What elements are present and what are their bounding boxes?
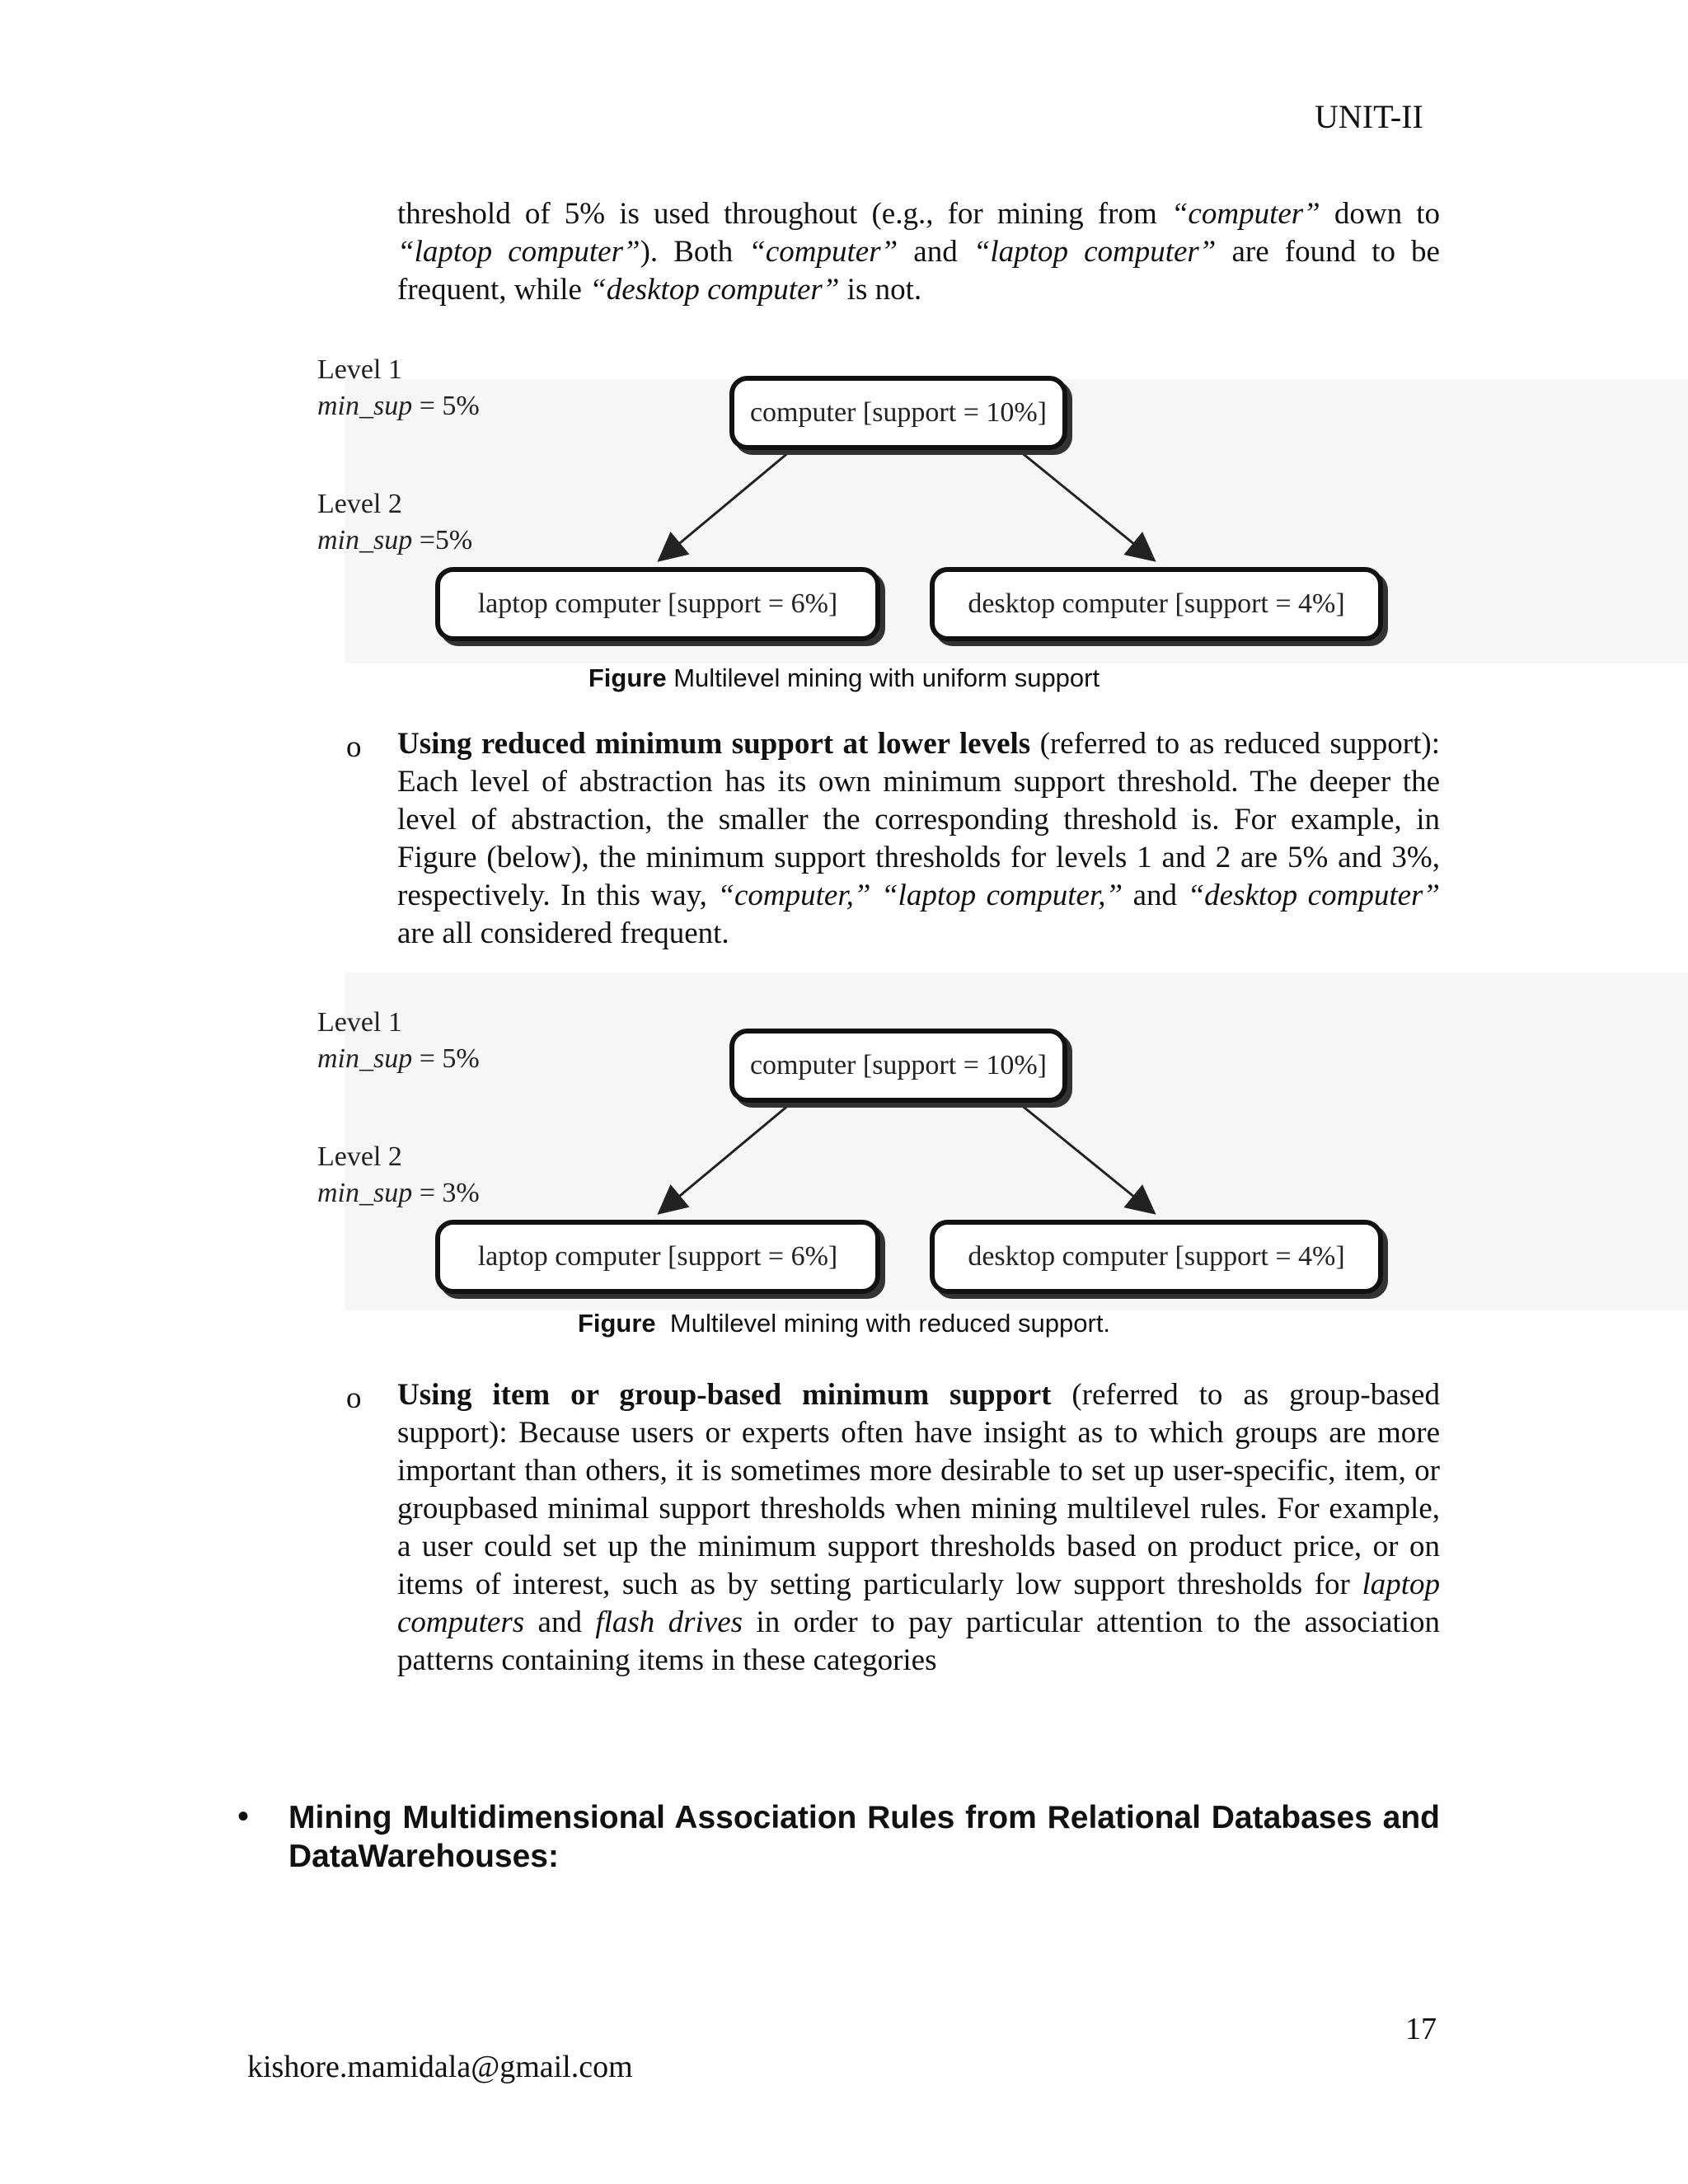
- text-segment: ). Both: [640, 235, 749, 269]
- figure2-caption-text: Multilevel mining with reduced support.: [655, 1309, 1111, 1338]
- figure1-level2-label: Level 2: [317, 489, 402, 519]
- section-heading-bullet: •: [237, 1798, 250, 1835]
- bullet-reduced-text: [397, 725, 1440, 953]
- text-segment: “computer,” “laptop computer,”: [717, 879, 1123, 912]
- figure2-level1-minsup-name: min_sup: [317, 1043, 413, 1074]
- text-segment: “laptop computer”: [397, 235, 640, 269]
- figure1-level1-minsup-value: = 5%: [412, 391, 480, 421]
- figure1-caption-text: Multilevel mining with uniform support: [666, 663, 1100, 692]
- figure1-diagram: [305, 354, 1393, 651]
- bullet-reduced-marker: o: [346, 730, 362, 764]
- text-segment: Using reduced minimum support at lower levels: [397, 727, 1031, 761]
- bullet-reduced-paragraph: [397, 725, 1440, 953]
- text-segment: “desktop computer”: [1187, 879, 1440, 912]
- figure1-level1-label: Level 1: [317, 354, 402, 385]
- text-segment: Using item or group-based minimum support: [397, 1378, 1052, 1412]
- unit-header: UNIT-II: [1315, 98, 1423, 135]
- text-segment: in order to pay particular attention to the association patterns containing items in these categories: [397, 1605, 1440, 1677]
- figure2-level2-minsup-name: min_sup: [317, 1178, 413, 1208]
- figure2-level2-label: Level 2: [317, 1141, 402, 1172]
- figure2-level2-minsup-value: = 3%: [412, 1178, 480, 1208]
- figure1-root-node: computer [support = 10%]: [729, 376, 1067, 450]
- figure2-diagram: [305, 1007, 1393, 1304]
- figure2-right-node: desktop computer [support = 4%]: [930, 1220, 1383, 1294]
- text-segment: and: [898, 235, 973, 269]
- figure2-caption: [0, 1309, 1688, 1338]
- text-segment: and: [1123, 879, 1188, 912]
- text-segment: and: [524, 1605, 596, 1639]
- figure1-level1-minsup-name: min_sup: [317, 391, 413, 421]
- figure1-caption-label: Figure: [588, 663, 667, 692]
- figure1-caption: [0, 663, 1688, 693]
- text-segment: threshold of 5% is used throughout (e.g., for mining from: [397, 197, 1171, 231]
- bullet-group-marker: o: [346, 1381, 362, 1415]
- figure1-arrow-left: [661, 452, 790, 559]
- text-segment: “computer”: [1170, 197, 1320, 231]
- text-segment: are found to be frequent, while: [397, 235, 1440, 307]
- text-segment: flash drives: [595, 1605, 743, 1639]
- text-segment: are all considered frequent.: [397, 916, 729, 950]
- figure2-level1-label: Level 1: [317, 1007, 402, 1038]
- intro-paragraph-text: [397, 195, 1440, 309]
- figure2-root-node: computer [support = 10%]: [729, 1029, 1067, 1103]
- figure2-left-node: laptop computer [support = 6%]: [435, 1220, 880, 1294]
- figure2-arrow-right: [1020, 1104, 1152, 1212]
- text-segment: down to: [1320, 197, 1441, 231]
- figure2-level1-minsup-value: = 5%: [412, 1043, 480, 1074]
- text-segment: laptop computers: [397, 1568, 1440, 1639]
- bullet-group-text: [397, 1376, 1440, 1680]
- figure1-right-node: desktop computer [support = 4%]: [930, 567, 1383, 641]
- figure1-left-node: laptop computer [support = 6%]: [435, 567, 880, 641]
- text-segment: (referred to as reduced support): Each level of abstraction has its own minimum support threshold. The deeper the level of abstraction, the smaller the corresponding threshold is. For example, in Figure (below), the minimum support thresholds for levels 1 and 2 are 5% and 3%, respectively. In this way,: [397, 727, 1440, 912]
- figure1-level2-minsup-name: min_sup: [317, 525, 413, 555]
- text-segment: is not.: [839, 273, 922, 307]
- text-segment: “laptop computer”: [973, 235, 1217, 269]
- footer-email: kishore.mamidala@gmail.com: [247, 2050, 633, 2084]
- figure1-arrow-right: [1020, 452, 1152, 559]
- text-segment: “computer”: [748, 235, 898, 269]
- text-segment: (referred to as group-based support): Because users or experts often have insight as to which groups are more important than others, it is sometimes more desirable to set up user-specific, item, or groupbased minimal support thresholds when mining multilevel rules. For example, a user could set up the minimum support thresholds based on product price, or on items of interest, such as by setting particularly low support thresholds for: [397, 1378, 1440, 1601]
- figure2-arrow-left: [661, 1104, 790, 1212]
- section-heading: Mining Multidimensional Association Rules from Relational Databases and DataWarehouses:: [288, 1800, 1440, 1874]
- figure2-caption-label: Figure: [577, 1309, 656, 1338]
- intro-paragraph: [397, 195, 1440, 309]
- text-segment: “desktop computer”: [589, 273, 840, 307]
- figure1-level2-minsup-value: =5%: [412, 525, 473, 555]
- page-number: 17: [1405, 2012, 1437, 2046]
- bullet-group-paragraph: [397, 1376, 1440, 1680]
